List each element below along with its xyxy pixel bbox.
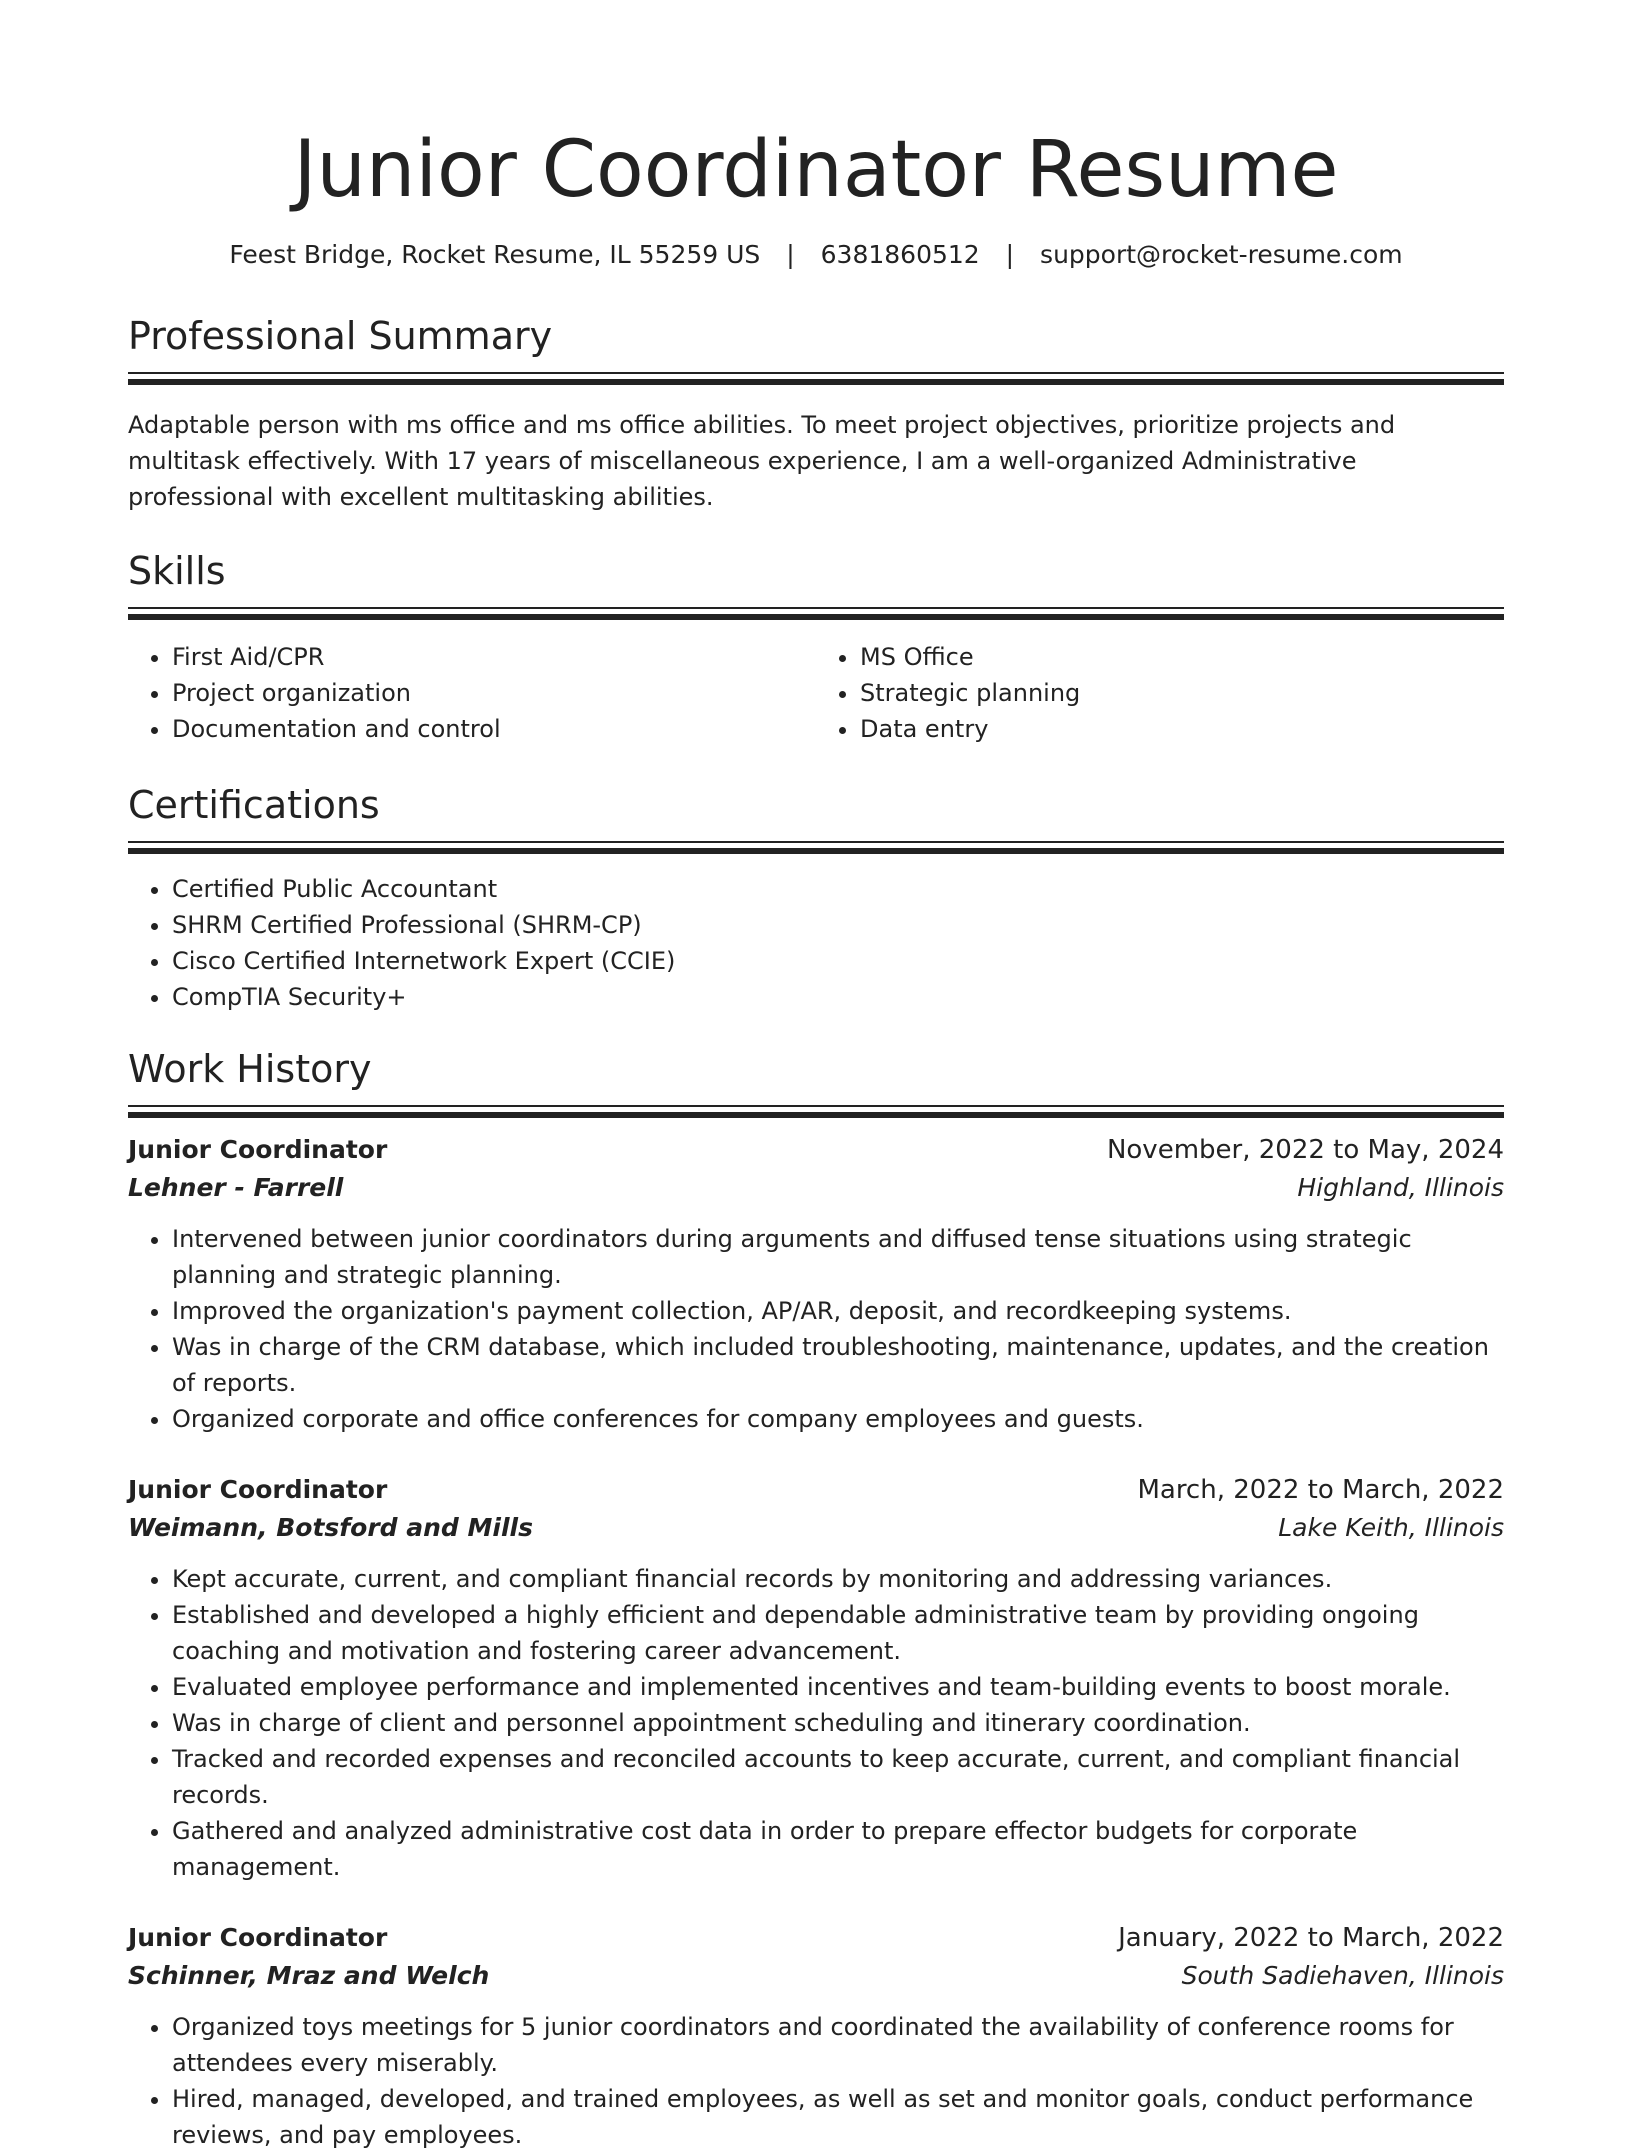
contact-phone: 6381860512 [820, 240, 980, 269]
contact-separator: | [1005, 240, 1015, 269]
job-title: Junior Coordinator [128, 1135, 388, 1164]
work-history-section-header [128, 1045, 1504, 1115]
job-company: Weimann, Botsford and Mills [128, 1513, 533, 1542]
job-bullet: • Evaluated employee performance and implemented incentives and team-building events to boost morale. [172, 1669, 1504, 1705]
job-header-row [128, 1131, 1504, 1169]
job-header-row [128, 1919, 1504, 1957]
skills-section-header [128, 547, 1504, 617]
job-bullet: • Was in charge of client and personnel appointment scheduling and itinerary coordination. [172, 1705, 1504, 1741]
certification-item: • SHRM Certified Professional (SHRM-CP) [172, 907, 1504, 943]
job-title: Junior Coordinator [128, 1923, 388, 1952]
skills-heading: Skills [128, 549, 226, 593]
certifications-list [128, 871, 1504, 1015]
certifications-section-header [128, 781, 1504, 851]
job-subheader-row [128, 1169, 1504, 1207]
section-divider [128, 1105, 1504, 1115]
summary-text: Adaptable person with ms office and ms office abilities. To meet project objectives, prioritize projects and multitask effectively. With 17 years of miscellaneous experience, I am a well-organized Administrative professional with excellent multitasking abilities. [128, 411, 1396, 511]
work-history-heading: Work History [128, 1047, 372, 1091]
job-entry [128, 1131, 1504, 1437]
skill-item: • Project organization [172, 675, 816, 711]
job-bullets [128, 2009, 1504, 2153]
job-company: Schinner, Mraz and Welch [128, 1961, 490, 1990]
skills-column-2 [816, 639, 1504, 747]
job-location: South Sadiehaven, Illinois [1181, 1961, 1504, 1990]
job-dates: November, 2022 to May, 2024 [1106, 1135, 1504, 1165]
job-location: Highland, Illinois [1297, 1173, 1504, 1202]
contact-address: Feest Bridge, Rocket Resume, IL 55259 US [229, 240, 761, 269]
skill-item: • Documentation and control [172, 711, 816, 747]
certifications-heading: Certifications [128, 783, 380, 827]
job-bullet: • Established and developed a highly efficient and dependable administrative team by providing ongoing coaching and motivation and fostering career advancement. [172, 1597, 1504, 1669]
skill-item: • Data entry [860, 711, 1504, 747]
skill-item: • MS Office [860, 639, 1504, 675]
job-entry [128, 1919, 1504, 2153]
contact-email: support@rocket-resume.com [1040, 240, 1403, 269]
job-bullet: • Gathered and analyzed administrative cost data in order to prepare effector budgets for corporate management. [172, 1813, 1504, 1885]
job-location: Lake Keith, Illinois [1278, 1513, 1504, 1542]
certification-item: • CompTIA Security+ [172, 979, 1504, 1015]
job-bullet: • Organized corporate and office conferences for company employees and guests. [172, 1401, 1504, 1437]
job-bullet: • Kept accurate, current, and compliant financial records by monitoring and addressing variances. [172, 1561, 1504, 1597]
job-bullet: • Hired, managed, developed, and trained employees, as well as set and monitor goals, conduct performance reviews, and pay employees. [172, 2081, 1504, 2153]
skills-column-1 [128, 639, 816, 747]
section-divider [128, 607, 1504, 617]
job-entry [128, 1471, 1504, 1885]
certification-item: • Certified Public Accountant [172, 871, 1504, 907]
section-divider [128, 841, 1504, 851]
job-dates: March, 2022 to March, 2022 [1137, 1475, 1504, 1505]
resume-title: Junior Coordinator Resume [293, 125, 1339, 215]
job-bullets [128, 1561, 1504, 1885]
job-dates: January, 2022 to March, 2022 [1118, 1923, 1504, 1953]
section-divider [128, 372, 1504, 382]
job-bullet: • Was in charge of the CRM database, which included troubleshooting, maintenance, updates, and the creation of reports. [172, 1329, 1504, 1401]
job-company: Lehner - Farrell [128, 1173, 344, 1202]
skill-item: • First Aid/CPR [172, 639, 816, 675]
contact-line [128, 238, 1504, 272]
certification-item: • Cisco Certified Internetwork Expert (CCIE) [172, 943, 1504, 979]
job-bullet: • Improved the organization's payment collection, AP/AR, deposit, and recordkeeping systems. [172, 1293, 1504, 1329]
summary-section-header [128, 312, 1504, 382]
skill-item: • Strategic planning [860, 675, 1504, 711]
job-bullets [128, 1221, 1504, 1437]
job-bullet: • Intervened between junior coordinators during arguments and diffused tense situations using strategic planning and strategic planning. [172, 1221, 1504, 1293]
resume-page [128, 0, 1504, 2153]
job-subheader-row [128, 1957, 1504, 1995]
job-header-row [128, 1471, 1504, 1509]
job-bullet: • Tracked and recorded expenses and reconciled accounts to keep accurate, current, and compliant financial records. [172, 1741, 1504, 1813]
job-title: Junior Coordinator [128, 1475, 388, 1504]
job-bullet: • Organized toys meetings for 5 junior coordinators and coordinated the availability of conference rooms for attendees every miserably. [172, 2009, 1504, 2081]
job-subheader-row [128, 1509, 1504, 1547]
summary-heading: Professional Summary [128, 314, 553, 358]
contact-separator: | [786, 240, 795, 269]
skills-list [128, 639, 1504, 747]
